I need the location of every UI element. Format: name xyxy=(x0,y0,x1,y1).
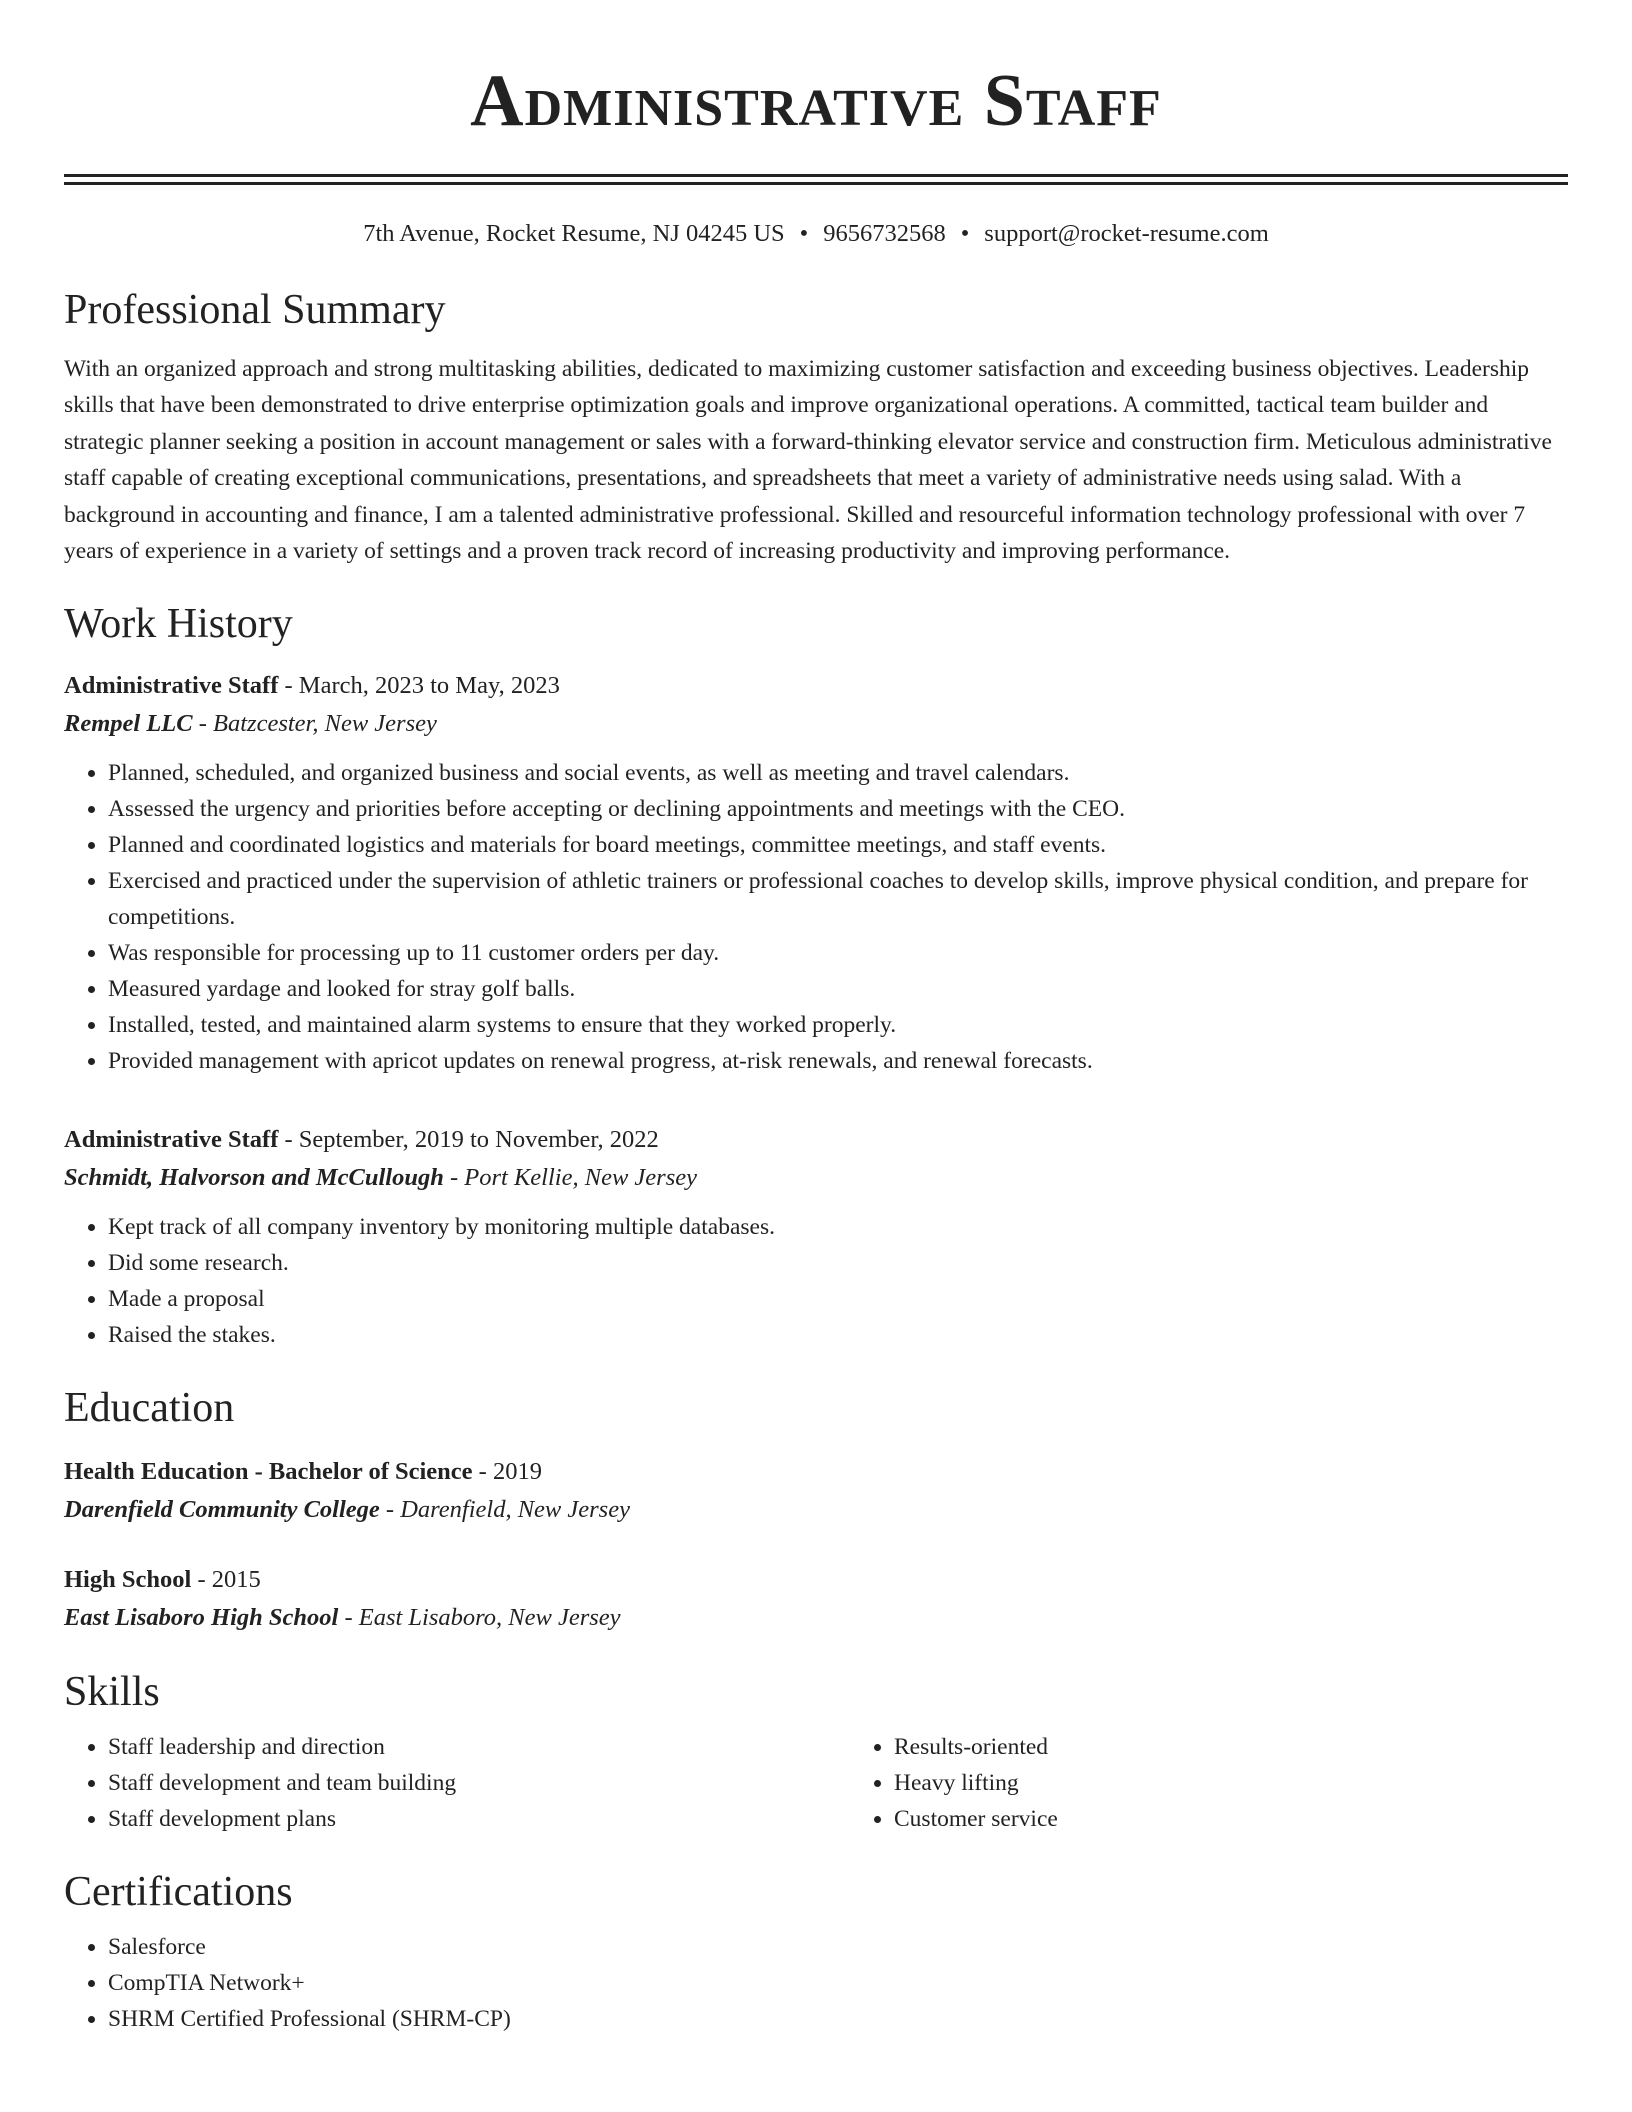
education-entry xyxy=(64,1561,1568,1637)
job-location: Batzcester, New Jersey xyxy=(213,710,437,738)
education-school: Darenfield Community College xyxy=(64,1496,380,1524)
summary-heading: Professional Summary xyxy=(64,287,446,333)
job-bullet: • Did some research. xyxy=(108,1245,1568,1281)
skills-section xyxy=(64,1667,1568,1837)
certifications-list xyxy=(64,1929,1568,2037)
job-bullets xyxy=(64,755,1568,1079)
education-entry xyxy=(64,1453,1568,1529)
certification-item: • CompTIA Network+ xyxy=(108,1965,1568,2001)
skill-item: • Staff development and team building xyxy=(108,1765,850,1801)
job-title-line: Administrative Staff - March, 2023 to May, 2023 xyxy=(64,672,560,700)
skill-item: • Heavy lifting xyxy=(894,1765,1568,1801)
skill-item: • Results-oriented xyxy=(894,1729,1568,1765)
job-company: Schmidt, Halvorson and McCullough xyxy=(64,1164,444,1192)
contact-separator: • xyxy=(799,220,809,247)
contact-separator: • xyxy=(960,220,970,247)
job-title-line: Administrative Staff - September, 2019 to November, 2022 xyxy=(64,1126,659,1154)
job-title: Administrative Staff xyxy=(64,1126,279,1154)
skill-item: • Customer service xyxy=(894,1801,1568,1837)
job-company-line: Rempel LLC - Batzcester, New Jersey xyxy=(64,710,437,738)
resume-name: Administrative Staff xyxy=(470,60,1162,142)
header-double-rule xyxy=(64,174,1568,185)
education-school-line: Darenfield Community College - Darenfield, New Jersey xyxy=(64,1496,630,1524)
skills-columns xyxy=(64,1729,1568,1837)
job-bullet: • Was responsible for processing up to 11 customer orders per day. xyxy=(108,935,1568,971)
certifications-heading: Certifications xyxy=(64,1869,293,1916)
job-bullet: • Raised the stakes. xyxy=(108,1317,1568,1353)
contact-phone: 9656732568 xyxy=(823,220,946,247)
job-bullet: • Planned and coordinated logistics and materials for board meetings, committee meetings, and staff events. xyxy=(108,827,1568,863)
education-year: 2019 xyxy=(492,1458,542,1486)
job-company: Rempel LLC xyxy=(64,710,193,738)
education-degree-line: Health Education - Bachelor of Science - 2019 xyxy=(64,1458,542,1486)
skills-heading: Skills xyxy=(64,1669,160,1716)
contact-address: 7th Avenue, Rocket Resume, NJ 04245 US xyxy=(363,220,785,247)
contact-line xyxy=(64,219,1568,249)
job-bullet: • Made a proposal xyxy=(108,1281,1568,1317)
education-year: 2015 xyxy=(211,1566,261,1594)
education-degree: High School xyxy=(64,1566,192,1594)
job-dates: March, 2023 to May, 2023 xyxy=(298,672,560,700)
summary-section xyxy=(64,285,1568,569)
job-bullet: • Kept track of all company inventory by monitoring multiple databases. xyxy=(108,1209,1568,1245)
certification-item: • Salesforce xyxy=(108,1929,1568,1965)
job-bullets xyxy=(64,1209,1568,1353)
certifications-section xyxy=(64,1867,1568,2037)
skills-list-left xyxy=(64,1729,850,1837)
education-location: East Lisaboro, New Jersey xyxy=(358,1604,621,1632)
education-school-line: East Lisaboro High School - East Lisaboro, New Jersey xyxy=(64,1604,621,1632)
education-degree: Health Education - Bachelor of Science xyxy=(64,1458,473,1486)
contact-email: support@rocket-resume.com xyxy=(984,220,1269,247)
job-bullet: • Installed, tested, and maintained alarm systems to ensure that they worked properly. xyxy=(108,1007,1568,1043)
job-dates: September, 2019 to November, 2022 xyxy=(298,1126,659,1154)
job-location: Port Kellie, New Jersey xyxy=(464,1164,697,1192)
skill-item: • Staff development plans xyxy=(108,1801,850,1837)
work-history-heading: Work History xyxy=(64,601,293,648)
job-bullet: • Provided management with apricot updates on renewal progress, at-risk renewals, and renewal forecasts. xyxy=(108,1043,1568,1079)
work-history-section xyxy=(64,599,1568,1353)
job-bullet: • Measured yardage and looked for stray golf balls. xyxy=(108,971,1568,1007)
job-bullet: • Assessed the urgency and priorities before accepting or declining appointments and meetings with the CEO. xyxy=(108,791,1568,827)
job-entry xyxy=(64,667,1568,1079)
education-heading: Education xyxy=(64,1385,235,1432)
job-bullet: • Exercised and practiced under the supervision of athletic trainers or professional coaches to develop skills, improve physical condition, and prepare for competitions. xyxy=(108,863,1568,935)
job-title: Administrative Staff xyxy=(64,672,279,700)
job-bullet: • Planned, scheduled, and organized business and social events, as well as meeting and travel calendars. xyxy=(108,755,1568,791)
education-degree-line: High School - 2015 xyxy=(64,1566,261,1594)
job-company-line: Schmidt, Halvorson and McCullough - Port Kellie, New Jersey xyxy=(64,1164,697,1192)
summary-text: With an organized approach and strong multitasking abilities, dedicated to maximizing customer satisfaction and exceeding business objectives. Leadership skills that have been demonstrated to drive enterprise optimization goals and improve organizational operations. A committed, tactical team builder and strategic planner seeking a position in account management or sales with a forward-thinking elevator service and construction firm. Meticulous administrative staff capable of creating exceptional communications, presentations, and spreadsheets that meet a variety of administrative needs using salad. With a background in accounting and finance, I am a talented administrative professional. Skilled and resourceful information technology professional with over 7 years of experience in a variety of settings and a proven track record of increasing productivity and improving performance. xyxy=(64,356,1552,565)
job-entry xyxy=(64,1121,1568,1353)
skills-list-right xyxy=(850,1729,1568,1837)
education-section xyxy=(64,1383,1568,1637)
certification-item: • SHRM Certified Professional (SHRM-CP) xyxy=(108,2001,1568,2037)
education-school: East Lisaboro High School xyxy=(64,1604,339,1632)
education-location: Darenfield, New Jersey xyxy=(400,1496,630,1524)
skill-item: • Staff leadership and direction xyxy=(108,1729,850,1765)
